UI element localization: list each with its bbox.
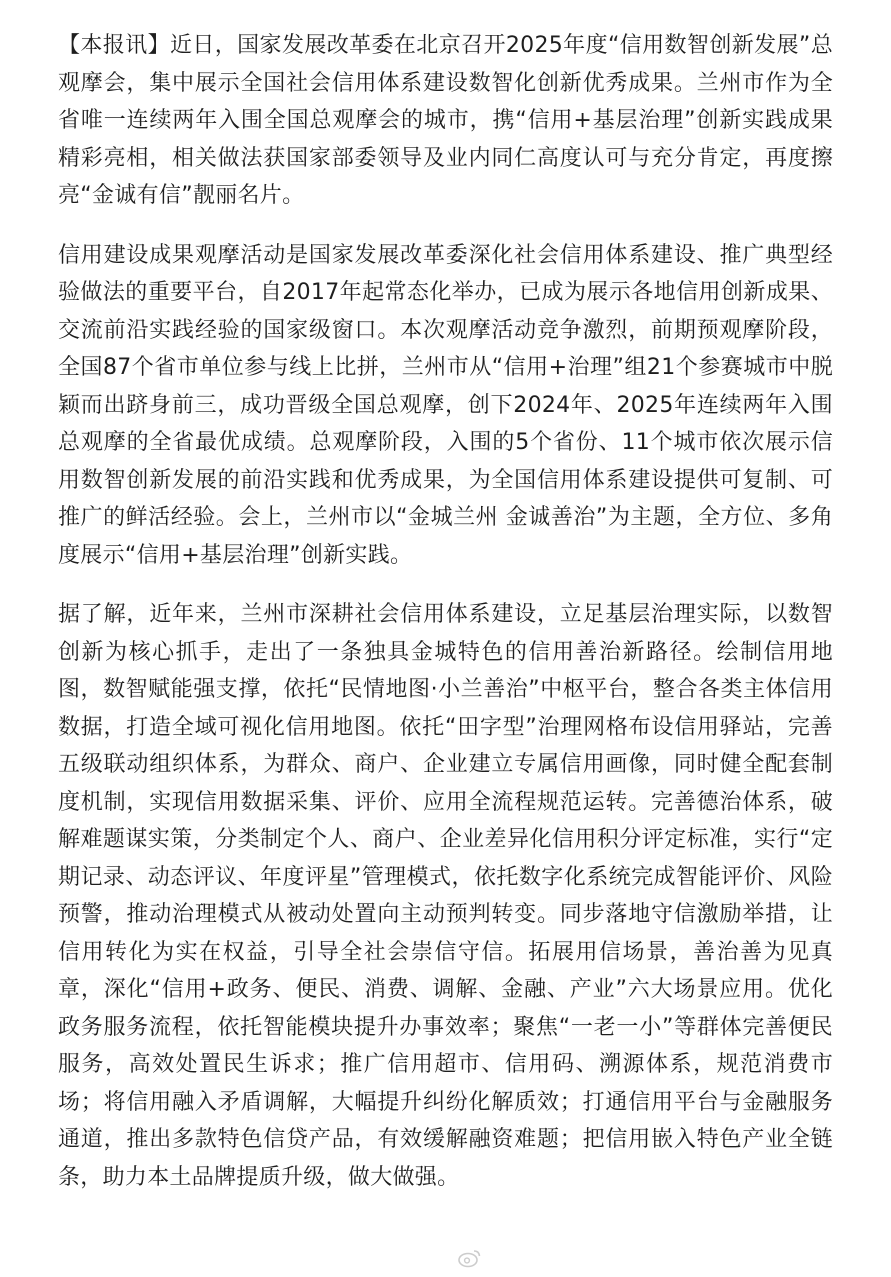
watermark <box>458 1245 608 1271</box>
article-paragraph-2: 信用建设成果观摩活动是国家发展改革委深化社会信用体系建设、推广典型经验做法的重要平台，自2017年起常态化举办，已成为展示各地信用创新成果、交流前沿实践经验的国家级窗口。本次观摩活动竞争激烈，前期预观摩阶段，全国87个省市单位参与线上比拼，兰州市从“信用+治理”组21个参赛城市中脱颖而出跻身前三，成功晋级全国总观摩，创下2024年、2025年连续两年入围总观摩的全省最优成绩。总观摩阶段，入围的5个省份、11个城市依次展示信用数智创新发展的前沿实践和优秀成果，为全国信用体系建设提供可复制、可推广的鲜活经验。会上，兰州市以“金城兰州 金诚善治”为主题，全方位、多角度展示“信用+基层治理”创新实践。 <box>58 242 833 568</box>
article-paragraph-1: 【本报讯】近日，国家发展改革委在北京召开2025年度“信用数智创新发展”总观摩会，集中展示全国社会信用体系建设数智化创新优秀成果。兰州市作为全省唯一连续两年入围全国总观摩会的城市，携“信用+基层治理”创新实践成果精彩亮相，相关做法获国家部委领导及业内同仁高度认可与充分肯定，再度擦亮“金诚有信”靓丽名片。 <box>58 33 833 208</box>
article-body <box>58 27 833 1218</box>
article-paragraph-3: 据了解，近年来，兰州市深耕社会信用体系建设，立足基层治理实际，以数智创新为核心抓手，走出了一条独具金城特色的信用善治新路径。绘制信用地图，数智赋能强支撑，依托“民情地图·小兰善治”中枢平台，整合各类主体信用数据，打造全域可视化信用地图。依托“田字型”治理网格布设信用驿站，完善五级联动组织体系，为群众、商户、企业建立专属信用画像，同时健全配套制度机制，实现信用数据采集、评价、应用全流程规范运转。完善德治体系，破解难题谋实策，分类制定个人、商户、企业差异化信用积分评定标准，实行“定期记录、动态评议、年度评星”管理模式，依托数字化系统完成智能评价、风险预警，推动治理模式从被动处置向主动预判转变。同步落地守信激励举措，让信用转化为实在权益，引导全社会崇信守信。拓展用信场景，善治善为见真章，深化“信用+政务、便民、消费、调解、金融、产业”六大场景应用。优化政务服务流程，依托智能模块提升办事效率；聚焦“一老一小”等群体完善便民服务，高效处置民生诉求；推广信用超市、信用码、溯源体系，规范消费市场；将信用融入矛盾调解，大幅提升纠纷化解质效；打通信用平台与金融服务通道，推出多款特色信贷产品，有效缓解融资难题；把信用嵌入特色产业全链条，助力本土品牌提质升级，做大做强。 <box>58 602 833 1190</box>
weibo-logo-icon <box>458 1248 482 1268</box>
